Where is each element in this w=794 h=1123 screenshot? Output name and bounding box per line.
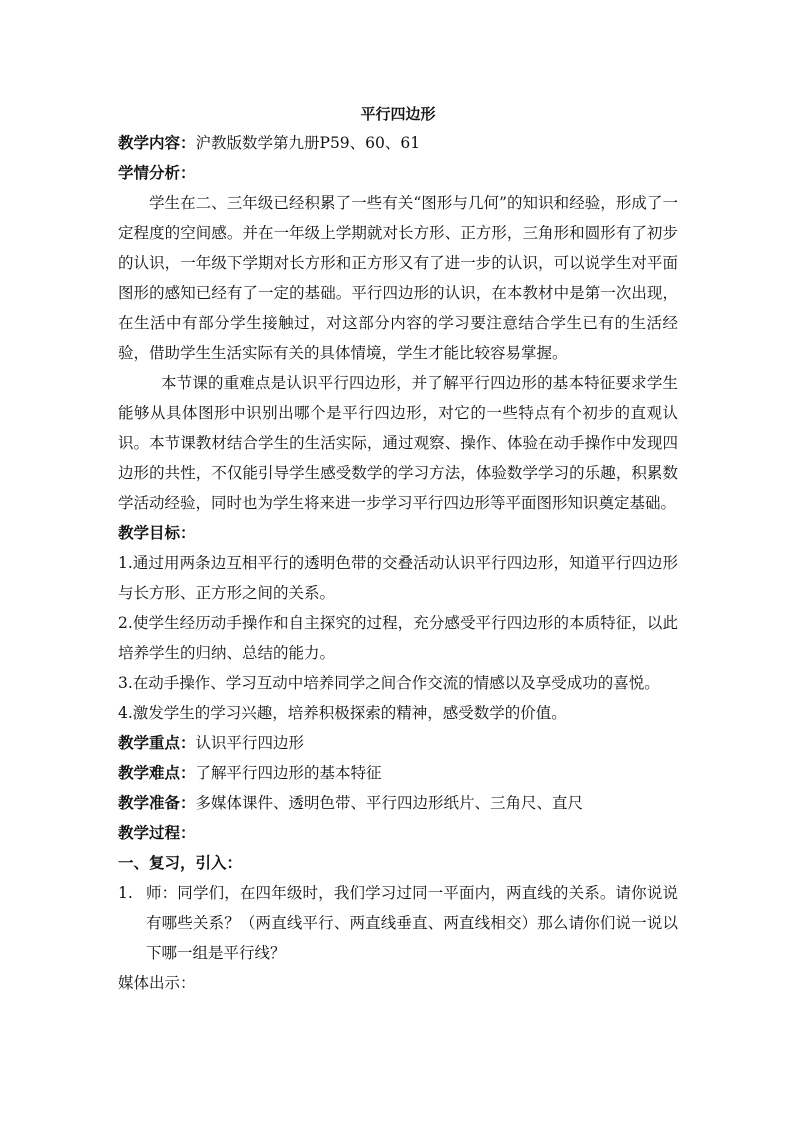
analysis-heading: 学情分析：: [118, 163, 196, 182]
process-item-1-number: 1.: [118, 884, 133, 902]
analysis-paragraph-2: 本节课的重难点是认识平行四边形，并了解平行四边形的基本特征要求学生能够从具体图形中识别出哪个是平行四边形，对它的一些特点有个初步的直观认识。本节课教材结合学生的生活实际，通过观察、操作、体验在动手操作中发现四边形的共性，不仅能引导学生感受数学的学习方法，体验数学学习的乐趣，积累数学活动经验，同时也为学生将来进一步学习平行四边形等平面图形知识奠定基础。: [118, 374, 678, 512]
goals-heading: 教学目标：: [118, 523, 196, 542]
document-body: [118, 100, 678, 998]
process-section-1-heading: 一、复习，引入：: [118, 853, 243, 872]
analysis-paragraph-1: 学生在二、三年级已经积累了一些有关“图形与几何”的知识和经验，形成了一定程度的空间感。并在一年级上学期就对长方形、正方形，三角形和圆形有了初步的认识，一年级下学期对长方形和正方形又有了进一步的认识，可以说学生对平面图形的感知已经有了一定的基础。平行四边形的认识，在本教材中是第一次出现，在生活中有部分学生接触过，对这部分内容的学习要注意结合学生已有的生活经验，借助学生生活实际有关的具体情境，学生才能比较容易掌握。: [118, 194, 678, 362]
teaching-content-line: [118, 128, 678, 158]
goal-item-4: 4.激发学生的学习兴趣，培养积极探索的精神，感受数学的价值。: [118, 704, 567, 722]
process-item-1: [118, 878, 678, 968]
difficulty-line: [118, 758, 678, 788]
process-heading: 教学过程：: [118, 823, 196, 842]
goal-item-2: 2.使学生经历动手操作和自主探究的过程，充分感受平行四边形的本质特征，以此培养学生的归纳、总结的能力。: [118, 614, 678, 662]
teaching-content-value: 沪教版数学第九册P59、60、61: [195, 134, 421, 152]
process-item-1-text: 师：同学们，在四年级时，我们学习过同一平面内，两直线的关系。请你说说有哪些关系？（两直线平行、两直线垂直、两直线相交）那么请你们说一说以下哪一组是平行线？: [146, 884, 678, 962]
key-point-value: 认识平行四边形: [195, 734, 305, 752]
preparation-label: 教学准备：: [118, 793, 196, 812]
difficulty-value: 了解平行四边形的基本特征: [195, 764, 382, 782]
key-point-label: 教学重点：: [118, 733, 196, 752]
teaching-content-label: 教学内容：: [118, 133, 196, 152]
goal-item-1: 1.通过用两条边互相平行的透明色带的交叠活动认识平行四边形，知道平行四边形与长方形、正方形之间的关系。: [118, 554, 678, 602]
document-title: 平行四边形: [360, 105, 436, 123]
media-display-line: 媒体出示：: [118, 974, 196, 992]
difficulty-label: 教学难点：: [118, 763, 196, 782]
preparation-value: 多媒体课件、透明色带、平行四边形纸片、三角尺、直尺: [195, 794, 584, 812]
key-point-line: [118, 728, 678, 758]
goal-item-3: 3.在动手操作、学习互动中培养同学之间合作交流的情感以及享受成功的喜悦。: [118, 674, 660, 692]
preparation-line: [118, 788, 678, 818]
